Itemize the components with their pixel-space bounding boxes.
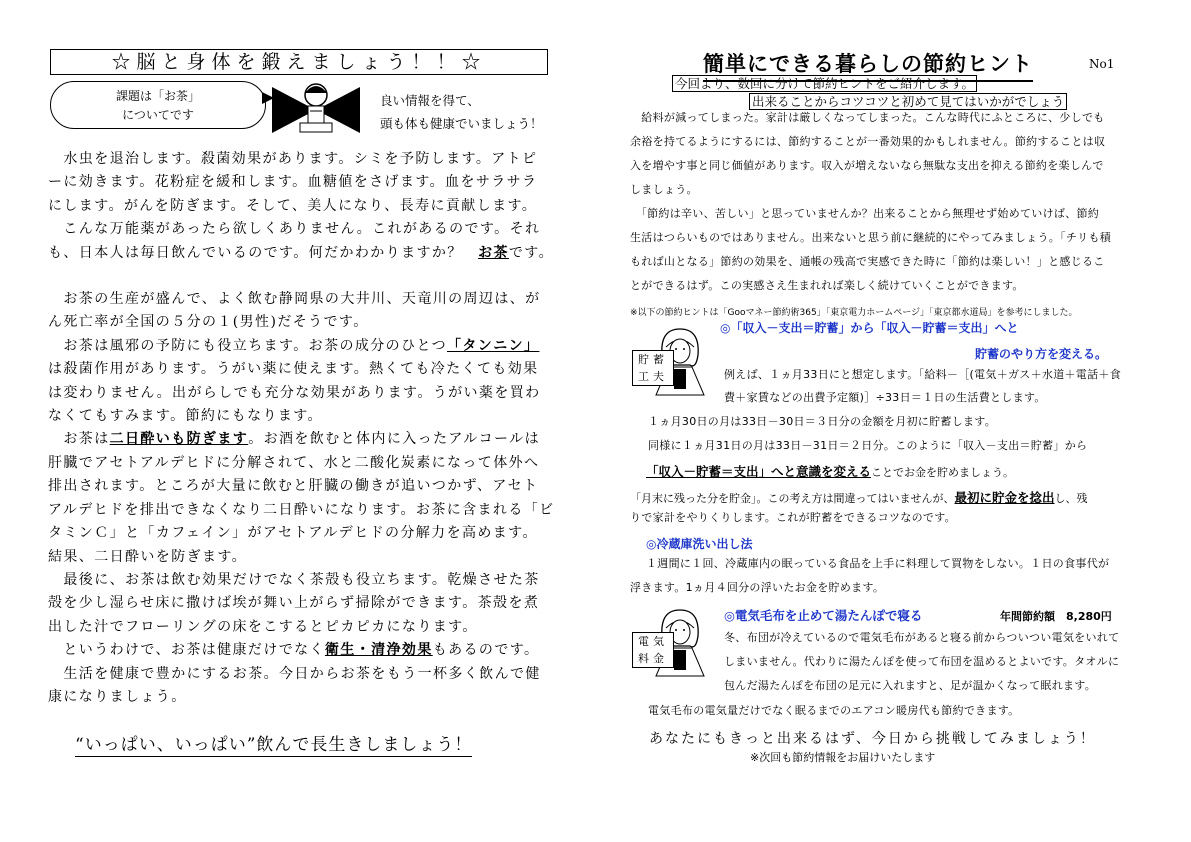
tip3-line: 冬、布団が冷えているので電気毛布があると寝る前からついつい電気をいれて: [724, 631, 1120, 644]
tip2-line: １週間に１回、冷蔵庫内の眠っている食品を上手に料理して買物をしない。１日の食事代が: [646, 557, 1110, 570]
body-line: は殺菌作用があります。うがい薬に使えます。熱くても冷たくても効果: [48, 361, 539, 378]
spacer: [48, 265, 560, 288]
tag-line: 工夫: [638, 370, 668, 383]
body-line: 出した汁でフローリングの床をこするとピカピカになります。: [48, 618, 478, 635]
tag-line: 電気: [638, 635, 668, 648]
body-line: 入を増やす事と同じ価値があります。収入が増えないなら無駄な支出を抑える節約を楽しんで: [630, 159, 1104, 172]
body-line: 排出されます。ところが大量に飲むと肝臓の働きが追いつかず、アセト: [48, 478, 539, 495]
body-line: は変わりません。出がらしでも充分な効果があります。うがい薬を買わ: [48, 384, 541, 401]
body-line: 余裕を持てるようにするには、節約することが一番効果的かもしれません。節約することは収: [630, 135, 1106, 148]
tip1-line: 費＋家賃などの出費予定額)］÷33日＝１日の生活費とします。: [724, 391, 1046, 404]
left-article: [48, 148, 560, 709]
issue-number: No1: [1089, 57, 1115, 71]
tip3-tag: [632, 632, 674, 668]
tip2-line: 浮きます。1ヵ月４回分の浮いたお金を貯めます。: [630, 581, 885, 594]
body-line: 給料が減ってしまった。家計は厳しくなってしまった。こんな時代にふところに、少しでも: [630, 111, 1105, 124]
body-line: というわけで、お茶は健康だけでなく衛生・清浄効果もあるのです。: [48, 642, 540, 659]
intro-box-2: 出来ることからコツコツと初めて見てはいかがでしょう: [749, 93, 1067, 110]
body-line: とができるはず。この実感さえ生まれれば楽しく続けていくことができます。: [630, 279, 1024, 292]
speech-bubble: [50, 81, 266, 129]
right-footer-note: ※次回も節約情報をお届けいたします: [750, 751, 936, 764]
tip3-line: 包んだ湯たんぽを布団の足元に入れますと、足が温かくなって眠れます。: [724, 679, 1097, 692]
right-intro-paragraph: [630, 106, 1160, 298]
tip1-line: りで家計をやりくりします。これが貯蓄をできるコツなのです。: [630, 511, 956, 524]
body-line: 殻を少し湿らせ床に撒けば埃が舞い上がらず掃除ができます。茶殻を煮: [48, 595, 540, 612]
tip2-heading: ◎冷蔵庫洗い出し法: [646, 537, 753, 551]
body-line: 肝臓でアセトアルデヒドに分解されて、水と二酸化炭素になって体外へ: [48, 454, 540, 471]
tip1-emphasis: 「収入－貯蓄＝支出」へと意識を変える: [646, 464, 872, 479]
body-line: しましょう。: [630, 183, 698, 196]
tag-line: 料金: [638, 652, 668, 665]
tip3-heading: ◎電気毛布を止めて湯たんぽで寝る: [724, 608, 923, 623]
bubble-line-2: についてです: [122, 108, 194, 122]
body-line: 水虫を退治します。殺菌効果があります。シミを予防します。アトピ: [48, 151, 538, 167]
tip3-line: しまいません。代わりに湯たんぽを使って布団を温めるとよいです。タオルに: [724, 655, 1120, 668]
body-line: にします。がんを防ぎます。そして、美人になり、長寿に貢献します。: [48, 197, 538, 214]
body-line: 「節約は辛い、苦しい」と思っていませんか？出来ることから無理せず始めていけば、節約: [630, 207, 1100, 220]
tip3-line: 電気毛布の電気量だけでなく眠るまでのエアコン暖房代も節約できます。: [648, 704, 1020, 717]
source-note: ※以下の節約ヒントは「Gooマネー節約術365」「東京電力ホームページ」「東京都水道局」を参考にしました。: [630, 308, 1078, 318]
bubble-line-1: 課題は「お茶」: [115, 89, 200, 103]
tip1-heading: ◎「収入－支出＝貯蓄」から「収入－貯蓄＝支出」へと: [720, 321, 1019, 335]
body-line: 康になりましょう。: [48, 688, 187, 705]
lecturer-illustration: [270, 77, 362, 135]
highlight-eisei: 衛生・清浄効果: [324, 642, 433, 659]
tip1-line: １ヵ月30日の月は33日－30日＝３日分の金額を月初に貯蓄します。: [648, 415, 997, 428]
tip1-line: 例えば、１ヵ月33日にと想定します。「給料－［(電気＋ガス＋水道＋電話＋食: [724, 368, 1122, 381]
intro-line-2: 頭も体も健康でいましょう！: [380, 116, 543, 131]
body-line: 生活はつらいものではありません。出来ないと思う前に継続的にやってみましょう。「チリも積: [630, 231, 1112, 244]
tip1-tag: [632, 350, 674, 386]
right-footer: あなたにもきっと出来るはず、今日から挑戦してみましょう！: [649, 731, 1096, 747]
body-line: も、日本人は毎日飲んでいるのです。何だかわかりますか？ お茶です。: [48, 244, 554, 261]
intro-line-1: 良い情報を得て、: [380, 93, 480, 108]
body-line: ん死亡率が全国の５分の１(男性)だそうです。: [48, 314, 369, 331]
tip3-saving: 年間節約額 8,280円: [1000, 610, 1112, 623]
tag-line: 貯蓄: [638, 353, 668, 366]
left-title: ☆脳と身体を鍛えましょう！！☆: [50, 49, 548, 75]
body-line: こんな万能薬があったら欲しくありません。これがあるのです。それ: [48, 221, 541, 238]
body-line: なくてもすみます。節約にもなります。: [48, 408, 323, 425]
body-line: お茶は風邪の予防にも役立ちます。お茶の成分のひとつ「タンニン」: [48, 337, 540, 354]
tip1-heading-2: 貯蓄のやり方を変える。: [975, 347, 1108, 361]
intro-box-1: 今回より、数回に分けて節約ヒントをご紹介します。: [672, 75, 977, 92]
body-line: 結果、二日酔いを防ぎます。: [48, 548, 248, 565]
highlight-futsuka: 二日酔いも防ぎます: [109, 431, 249, 448]
tip1-emphasis-line: 「収入－貯蓄＝支出」へと意識を変えることでお金を貯めましょう。: [646, 464, 1015, 479]
body-line: 最後に、お茶は飲む効果だけでなく茶殻も役立ちます。乾燥させた茶: [48, 571, 540, 588]
highlight-ocha: お茶: [478, 244, 509, 261]
tip1-emphasis-2: 最初に貯金を捻出: [954, 490, 1055, 505]
highlight-tannin: 「タンニン」: [447, 337, 540, 354]
left-footer: “いっぱい、いっぱい”飲んで長生きしましょう！: [75, 730, 472, 757]
body-line: 生活を健康で豊かにするお茶。今日からお茶をもう一杯多く飲んで健: [48, 665, 541, 682]
body-line: お茶の生産が盛んで、よく飲む静岡県の大井川、天竜川の周辺は、が: [48, 291, 541, 308]
body-line: アルデヒドを排出できなくなり二日酔いになります。お茶に含まれる「ビ: [48, 501, 555, 518]
right-title: 簡単にできる暮らしの節約ヒント: [703, 48, 1033, 82]
body-line: お茶は二日酔いも防ぎます。お酒を飲むと体内に入ったアルコールは: [48, 431, 540, 448]
tip1-line: 同様に１ヵ月31日の月は33日－31日＝２日分。このように「収入－支出＝貯蓄」から: [648, 439, 1088, 452]
body-line: ーに効きます。花粉症を緩和します。血糖値をさげます。血をサラサラ: [48, 174, 538, 191]
tip1-line: 「月末に残った分を貯金」。この考え方は間違ってはいませんが、最初に貯金を捻出し、残: [630, 490, 1088, 505]
body-line: もれば山となる」節約の効果を、通帳の残高で実感できた時に「節約は楽しい！」と感じるこ: [630, 255, 1105, 268]
body-line: タミンＣ」と「カフェイン」がアセトアルデヒドの分解力を高めます。: [48, 525, 538, 542]
